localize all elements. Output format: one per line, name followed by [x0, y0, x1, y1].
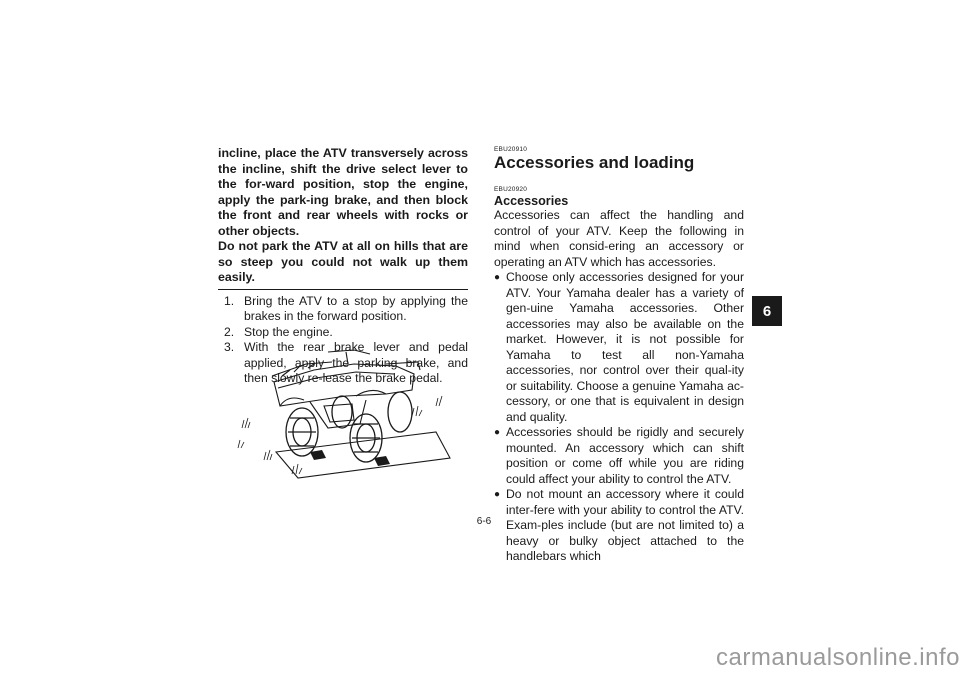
page-number: 6-6 — [476, 516, 492, 527]
warning-text: incline, place the ATV transversely across the incline, shift the drive select lever to the for-ward position, stop the engine, apply the park-ing brake, and then block the front and rear wheels with rocks or other objects. — [218, 146, 468, 238]
right-column — [494, 146, 744, 565]
watermark: carmanualsonline.info — [716, 644, 960, 671]
chapter-tab: 6 — [752, 296, 782, 326]
subsection-title: Accessories — [494, 194, 569, 208]
section-title: Accessories and loading — [494, 153, 695, 172]
bullet-item: ● Choose only accessories designed for your ATV. Your Yamaha dealer has a variety of gen-uine Yamaha accessories. Other accessories may also be available on the market. However, it is not possible for Yamaha to test all non-Yamaha accessories, nor control over their qual-ity or suitability. Choose a genuine Yamaha ac-cessory, or one that is equivalent in design and quality. — [494, 270, 744, 425]
atv-parked-illustration — [236, 340, 456, 485]
intro-paragraph: Accessories can affect the handling and control of your ATV. Keep the following in mind when consid-ering an accessory or operating an ATV which has accessories. — [494, 208, 744, 269]
bullet-item: ● Do not mount an accessory where it could inter-fere with your ability to control the ATV. Exam-ples include (but are not limited to) a heavy or bulky object attached to the handlebars which — [494, 487, 744, 565]
warning-divider — [218, 289, 468, 290]
section-code: EBU20910 — [494, 146, 528, 153]
bullet-item: ● Accessories should be rigidly and securely mounted. An accessory which can shift position or come off while you are riding could affect your ability to control the ATV. — [494, 425, 744, 487]
accessory-bullets — [494, 270, 744, 565]
warning-text-2: Do not park the ATV at all on hills that are so steep you could not walk up them easily. — [218, 239, 468, 284]
step-item: 3. With the rear brake lever and pedal applied, apply the parking brake, and then slowly re-lease the brake pedal. — [224, 340, 468, 385]
step-item: 1. Bring the ATV to a stop by applying the brakes in the forward position. — [224, 293, 468, 323]
subsection-code: EBU20920 — [494, 186, 528, 193]
step-item: 2. Stop the engine. — [224, 324, 333, 339]
